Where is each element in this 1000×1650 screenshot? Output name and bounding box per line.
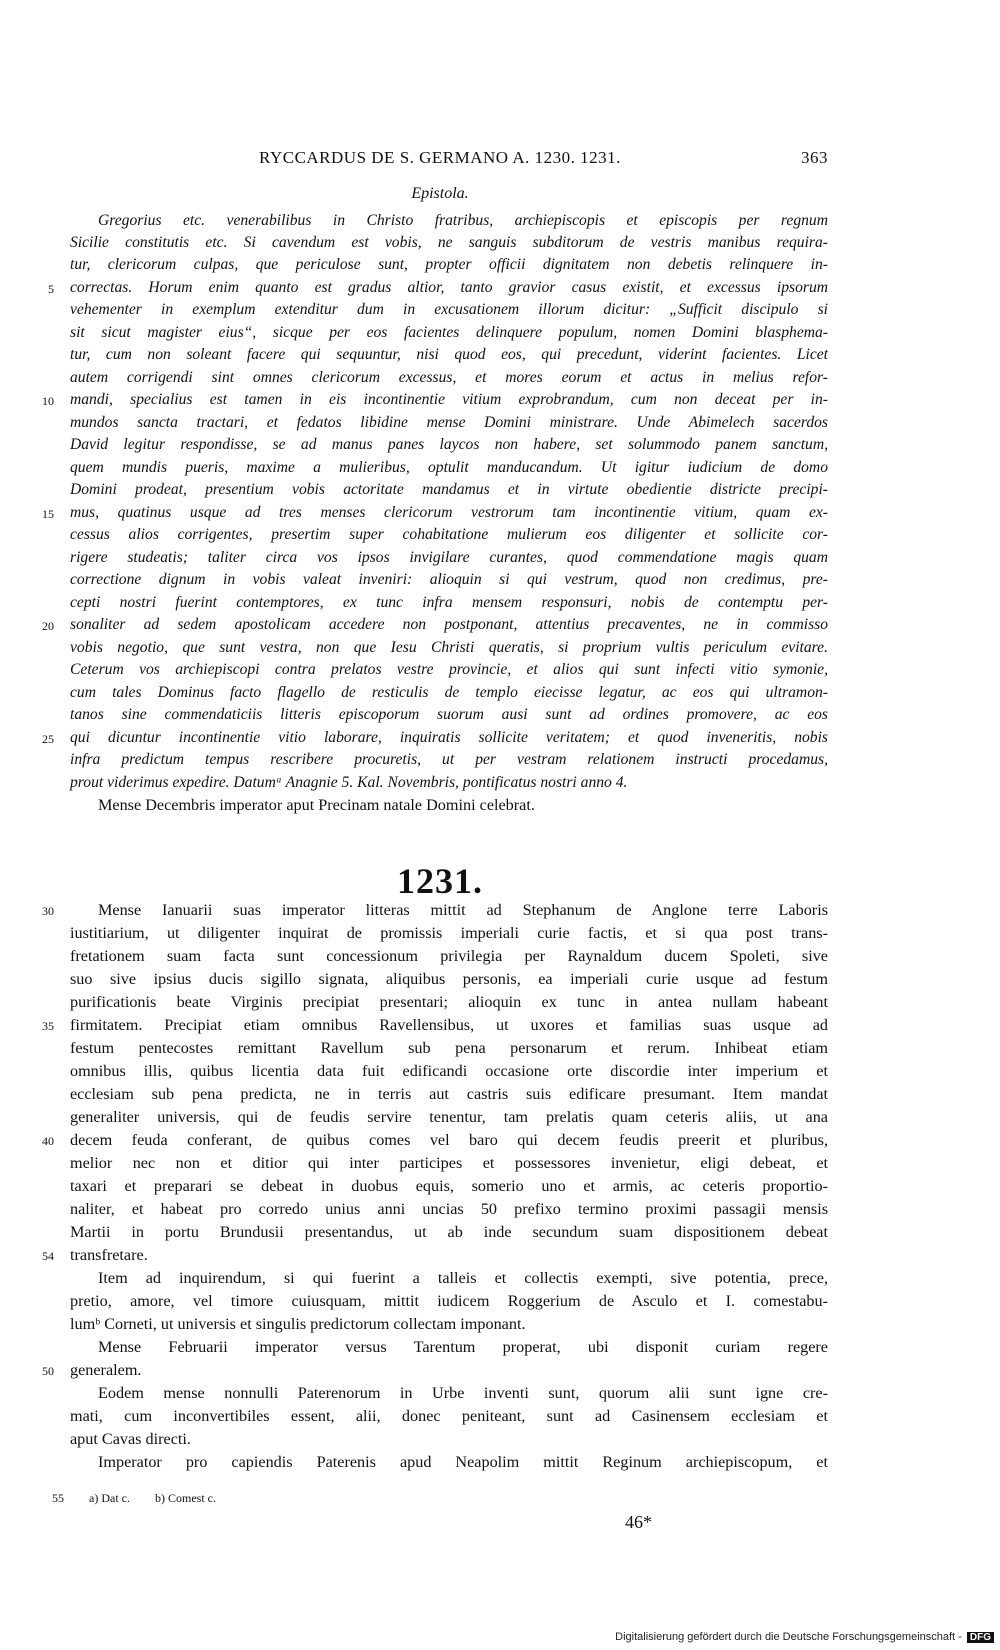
text-line: omnibus illis, quibus licentia data fuit edificandi occasione orte discordie inter imperium et xyxy=(70,1062,828,1080)
text-line: firmitatem. Precipiat etiam omnibus Ravellensibus, ut uxores et familias suas usque ad xyxy=(70,1016,828,1034)
text-line: quem mundis pueris, maxime a mulieribus, optulit manducandum. Ut igitur iudicium de domo xyxy=(70,459,828,476)
text-line: qui dicuntur incontinentie vitio laborare, inquiratis sollicite veritatem; et quod inveneritis, nobis xyxy=(70,729,828,746)
line-number: 54 xyxy=(42,1249,54,1263)
line-number: 10 xyxy=(42,394,54,408)
text-line: mundos sancta tractari, et fedatos libidine mense Domini ministrare. Unde Abimelech sacerdos xyxy=(70,414,828,431)
line-number: 30 xyxy=(42,904,54,918)
line-number: 15 xyxy=(42,507,54,521)
text-line: Gregorius etc. venerabilibus in Christo fratribus, archiepiscopis et episcopis per regnum xyxy=(98,212,828,229)
text-line: cessus alios corrigentes, presertim super cohabitatione mulierum eos diligenter et sollicite cor- xyxy=(70,526,828,543)
text-line: Ceterum vos archiepiscopi contra prelatos vestre provincie, et alios qui sunt infecti vitio symonie, xyxy=(70,661,828,678)
text-line: generalem. xyxy=(70,1361,142,1379)
footnotes xyxy=(52,1491,238,1506)
text-line: Sicilie constitutis etc. Si cavendum est vobis, ne sanguis subditorum de vestris manibus requira- xyxy=(70,234,828,251)
year-heading: 1231. xyxy=(397,861,483,901)
text-line: pretio, amore, vel timore cuiusquam, mittit iudicem Roggerium de Asculo et I. comestabu- xyxy=(70,1292,828,1310)
text-line: transfretare. xyxy=(70,1246,148,1264)
text-line: naliter, et habeat pro corredo unius anni uncias 50 prefixo termino proximi passagii mensis xyxy=(70,1200,828,1218)
text-line: mus, quatinus usque ad tres menses clericorum vestrorum tam incontinentie vitium, quam ex- xyxy=(70,504,828,521)
text-line: purificationis beate Virginis precipiat presentari; alioquin ex tunc in antea nullam habeant xyxy=(70,993,828,1011)
text-line: correctas. Horum enim quanto est gradus altior, tanto gravior casus existit, et excessus ipsorum xyxy=(70,279,828,296)
text-line: suo sive ipsius ducis sigillo signata, aliquibus personis, ea imperiali curie usque ad festum xyxy=(70,970,828,988)
text-line: Mense Ianuarii suas imperator litteras mittit ad Stephanum de Anglone terre Laboris xyxy=(98,901,828,919)
text-line: Eodem mense nonnulli Paterenorum in Urbe inventi sunt, quorum alii sunt igne cre- xyxy=(98,1384,828,1402)
text-line: aput Cavas directi. xyxy=(70,1430,191,1448)
line-number: 40 xyxy=(42,1134,54,1148)
text-line: ecclesiam sub pena predicta, ne in terris aut castris suis edificare presumant. Item mandat xyxy=(70,1085,828,1103)
text-line: generaliter universis, qui de feudis servire tenentur, tam prelatis quam ceteris aliis, ut ana xyxy=(70,1108,828,1126)
line-number: 25 xyxy=(42,732,54,746)
text-line: decem feuda conferant, de quibus comes vel baro qui decem feudis preerit et pluribus, xyxy=(70,1131,828,1149)
text-line: fretationem suam facta sunt concessionum privilegia per Raynaldum ducem Spoleti, sive xyxy=(70,947,828,965)
text-line: correctione dignum in vobis valeat inveniri: alioquin si qui vestrum, quod non credimus, pre- xyxy=(70,571,828,588)
text-line: melior nec non et ditior qui inter participes et possessores invenietur, eligi debeat, et xyxy=(70,1154,828,1172)
text-line: tanos sine commendaticiis litteris episcoporum suorum ausi sunt ad ordines promovere, ac eos xyxy=(70,706,828,723)
line-number: 35 xyxy=(42,1019,54,1033)
text-line: festum pentecostes remittant Ravellum sub pena personarum et rerum. Inhibeat etiam xyxy=(70,1039,828,1057)
text-line: infra predictum tempus rescribere procuretis, ut per vestram relationem instructi procedamus, xyxy=(70,751,828,768)
text-line: Item ad inquirendum, si qui fuerint a talleis et collectis exempti, sive potentia, prece, xyxy=(98,1269,828,1287)
text-line: taxari et preparari se debeat in duobus equis, somerio uno et armis, ac ceteris proportio- xyxy=(70,1177,828,1195)
text-line: Martii in portu Brundusii presentandus, ut ab inde secundum suam dispositionem debeat xyxy=(70,1223,828,1241)
text-line: autem corrigendi sint omnes clericorum excessus, et mores eorum et actus in melius refor- xyxy=(70,369,828,386)
line-number: 5 xyxy=(48,282,54,296)
running-header xyxy=(52,148,828,168)
text-line: cepti nostri fuerint contemptores, ex tunc infra mensem responsuri, nobis de contemptu per- xyxy=(70,594,828,611)
text-line: cum tales Dominus facto flagello de resticulis de templo eiecisse legatur, ac eos qui ultramon- xyxy=(70,684,828,701)
text-line: vehementer in exemplum extenditur dum in excusationem illorum dicitur: „Sufficit discipulo si xyxy=(70,301,828,318)
header-title: RYCCARDUS DE S. GERMANO A. 1230. 1231. xyxy=(259,148,621,167)
text-line: Imperator pro capiendis Paterenis apud Neapolim mittit Reginum archiepiscopum, et xyxy=(98,1453,828,1471)
credit-text: Digitalisierung gefördert durch die Deutsche Forschungsgemeinschaft - xyxy=(615,1631,962,1643)
line-number: 20 xyxy=(42,619,54,633)
page-number: 363 xyxy=(801,148,828,167)
sheet-signature: 46* xyxy=(625,1512,652,1532)
text-line: tur, clericorum culpas, que periculose sunt, propter officii dignitatem non debetis relinquere in- xyxy=(70,256,828,273)
text-line: sit sicut magister eius“, sicque per eos facientes delinquere populum, nomen Domini blasphema- xyxy=(70,324,828,341)
text-line: rigere studeatis; taliter circa vos ipsos invigilare curantes, quod commendatione magis quam xyxy=(70,549,828,566)
footnote-b: b) Comest c. xyxy=(154,1491,216,1505)
footnote-a: a) Dat c. xyxy=(89,1491,130,1505)
text-line: tur, cum non soleant facere qui sequuntur, nisi quod eos, qui precedunt, viderint facientes. Licet xyxy=(70,346,828,363)
text-line: lumᵇ Corneti, ut universis et singulis predictorum collectam imponant. xyxy=(70,1315,526,1333)
text-line: prout viderimus expedire. Datumᵃ Anagnie 5. Kal. Novembris, pontificatus nostri anno 4. xyxy=(70,774,628,791)
funding-credit xyxy=(615,1631,994,1643)
epistola-heading: Epistola. xyxy=(411,185,469,202)
text-line: Domini prodeat, presentium vobis actoritate mandamus et in virtute obedientie districte precipi- xyxy=(70,481,828,498)
text-line: Mense Februarii imperator versus Tarentum properat, ubi disponit curiam regere xyxy=(98,1338,828,1356)
text-line: mandi, specialius est tamen in eis incontinentie vitium exprobrandum, cum non deceat per in- xyxy=(70,391,828,408)
text-line: Mense Decembris imperator aput Precinam natale Domini celebrat. xyxy=(98,796,535,814)
footnote-line-number: 55 xyxy=(52,1491,64,1505)
text-line: mati, cum inconvertibiles essent, alii, donec peniteant, sunt ad Casinensem ecclesiam et xyxy=(70,1407,828,1425)
text-line: iustitiarium, ut diligenter inquirat de promissis imperiali curie factis, et si qua post trans- xyxy=(70,924,828,942)
line-number: 50 xyxy=(42,1364,54,1378)
text-line: David legitur respondisse, se ad manus panes laycos non habere, set solummodo panem sanctum, xyxy=(70,436,828,453)
dfg-logo: DFG xyxy=(967,1632,994,1643)
text-line: sonaliter ad sedem apostolicam accedere non postponant, attentius precaventes, ne in commisso xyxy=(70,616,828,633)
text-line: vobis negotio, que sunt vestra, non que Iesu Christi queratis, si proprium vultis periculum evitare. xyxy=(70,639,828,656)
